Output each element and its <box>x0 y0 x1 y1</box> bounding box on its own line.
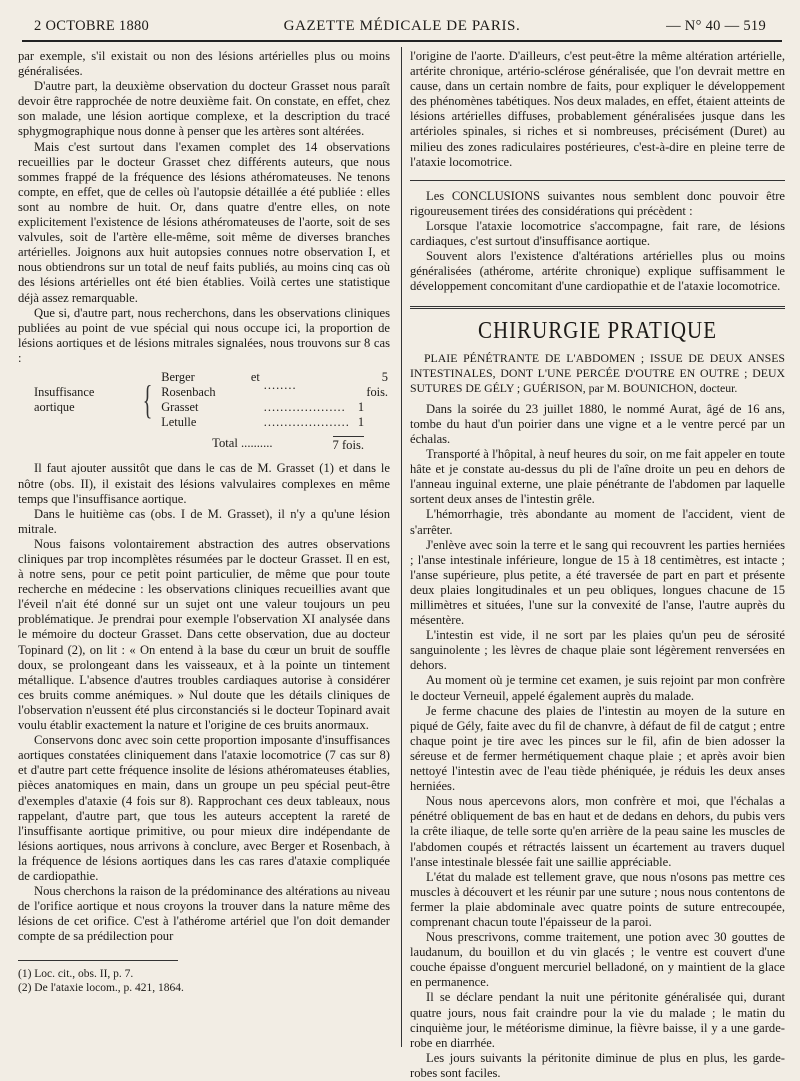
paragraph: Lorsque l'ataxie locomotrice s'accompagne, fait rare, de lésions cardiaques, c'est surtout d'insuffisance aortique. <box>410 218 785 249</box>
footnote: (1) Loc. cit., obs. II, p. 7. <box>18 968 134 981</box>
paragraph: J'enlève avec soin la terre et le sang qui recouvrent les parties herniées ; l'anse intestinale inférieure, longue de 15 à 18 centimètres, est intacte ; l'anse supérieure, plus petite, a été traversée de part en part et présente deux plaies longitudinales et un peu obliques, longues chacune de 15 millimètres et situées, l'une sur la convexité de l'anse, l'autre auprès du mésentère. <box>410 537 785 628</box>
section-rule <box>410 180 785 181</box>
paragraph: Conservons donc avec soin cette proportion imposante d'insuffisances aortiques constatées cliniquement dans l'ataxie locomotrice (7 cas sur 8) et d'autre part cette fréquence insolite de lésions athéromateuses établies, pièces anatomiques en main, dans un groupe un peu spécial peut-être d'exemples d'ataxie (4 fois sur 8). Rapprochant ces deux tableaux, nous rappelant, d'autre part, que tous les auteurs acceptent la rareté de l'insuffisante aortique primitive, ou pour mieux dire indépendante de lésions aortiques, nous arrivons à conclure, avec Berger et Rosenbach, à la fréquence de lésions aortiques dans les cas rares d'ataxie compliquée de cardiopathie. <box>18 733 390 883</box>
paragraph: Les jours suivants la péritonite diminue de plus en plus, les garde-robes sont faciles. <box>410 1050 785 1080</box>
paragraph: par exemple, s'il existait ou non des lésions artérielles plus ou moins généralisées. <box>18 49 390 79</box>
section-double-rule <box>410 306 785 309</box>
paragraph: Au moment où je termine cet examen, je suis rejoint par mon confrère le docteur Verneuil, appelé également auprès du malade. <box>410 673 785 703</box>
header-date: 2 OCTOBRE 1880 <box>34 18 150 34</box>
paragraph: Il se déclare pendant la nuit une péritonite généralisée qui, durant quatre jours, nous fait craindre pour la vie du malade ; le matin du cinquième jour, le météorisme diminue, la fièvre baisse, il y a une garde-robe en diarrhée. <box>410 990 785 1050</box>
right-column <box>410 49 785 1081</box>
paragraph: Dans la soirée du 23 juillet 1880, le nommé Aurat, âgé de 16 ans, tombe du haut d'un poirier dans une vigne et a le ventre percé par un échalas. <box>410 401 785 446</box>
paragraph: Nous nous apercevons alors, mon confrère et moi, que l'échalas a pénétré obliquement de bas en haut et de dedans en dehors, du pubis vers la crête iliaque, de telle sorte qu'en arrière de la peau saine les muscles de l'abdomen coupés et rétractés laissent un écartement au travers duquel l'anse intestinale blessée fait une saillie appréciable. <box>410 794 785 869</box>
table-cell-name: Grasset <box>161 400 199 415</box>
paragraph: Nous faisons volontairement abstraction des autres observations cliniques par trop incomplètes résumées par le docteur Grasset. Il en est, à notre sens, pour ce petit point particulier, de même que pour toute recherche en médecine : les observations cliniques recueillies avant que l'éveil n'ait été donné sur un sujet ont une valeur toujours un peu problématique. Je prendrai pour exemple l'observation XI analysée dans le mémoire du docteur Grasset. Dans cette observation, due au docteur Topinard (2), on lit : « On entend à la base du cœur un bruit de souffle doux, se prolongeant dans les vaisseaux, et à la pointe un tintement métallique. L'absence d'autres troubles cardiaques autorise à considérer ces bruits comme anémiques. » Nul doute que les détails cliniques de l'observation n'eussent été plus circonstanciés si le docteur Topinard avait voulu établir exactement la nature et l'origine de ces bruits anormaux. <box>18 536 390 733</box>
paragraph: L'intestin est vide, il ne sort par les plaies qu'un peu de sérosité sanguinolente ; les lèvres de chaque plaie sont légèrement renversées en dehors. <box>410 628 785 673</box>
paragraph: Dans le huitième cas (obs. I de M. Grasset), il n'y a qu'une lésion mitrale. <box>18 506 390 536</box>
table-row-label: Insuffisance aortique <box>34 385 95 415</box>
header-rule <box>22 40 782 42</box>
journal-title: GAZETTE MÉDICALE DE PARIS. <box>283 18 521 34</box>
left-column <box>18 49 390 995</box>
paragraph: D'autre part, la deuxième observation du docteur Grasset nous paraît devoir être rapprochée de notre deuxième fait. On constate, en effet, chez son malade, une lésion aortique complexe, et la description du tracé sphygmographique nous donne à penser que les artères sont altérées. <box>18 79 390 139</box>
section-title: CHIRURGIE PRATIQUE <box>477 316 718 345</box>
table-cell-name: Letulle <box>161 415 197 430</box>
table-total-label: Total .......... <box>212 436 273 451</box>
paragraph: Il faut ajouter aussitôt que dans le cas de M. Grasset (1) et dans le nôtre (obs. II), il existait des lésions valvulaires complexes en même temps que l'insuffisance aortique. <box>18 461 390 506</box>
table-cell-name: Berger et Rosenbach <box>161 369 260 400</box>
brace-icon: { <box>142 377 153 423</box>
footnote-rule <box>18 960 178 961</box>
paragraph: Transporté à l'hôpital, à neuf heures du soir, on me fait appeler en toute hâte et je constate au-dessus du pli de l'aîne droite un peu en dehors de l'anneau inguinal externe, une plaie pénétrante de l'abdomen par laquelle sortent deux anses de l'intestin grêle. <box>410 447 785 507</box>
conclusions-intro: Les CONCLUSIONS suivantes nous semblent donc pouvoir être rigoureusement tirées des considérations qui précèdent : <box>410 188 785 218</box>
table-total-row <box>18 436 390 453</box>
column-divider <box>401 47 402 1047</box>
paragraph: L'hémorrhagie, très abondante au moment de l'accident, vient de s'arrêter. <box>410 507 785 537</box>
paragraph: Nous cherchons la raison de la prédominance des altérations au niveau de l'orifice aortique et nous croyons la trouver dans la nature même des lésions de cet orifice. C'est à l'athérome artériel que l'on doit demander compte de sa prédilection pour <box>18 884 390 944</box>
page-header <box>26 10 778 38</box>
table-total-value: 7 fois. <box>332 438 364 453</box>
paragraph: Je ferme chacune des plaies de l'intestin au moyen de la suture en piqué de Gély, faite avec du fil de chanvre, à défaut de fil de catgut ; entre chaque point je tire avec les pinces sur le fil, afin de bien adosser la séreuse et de fermer hermétiquement chaque plaie ; et après avoir bien nettoyé l'intestin avec de l'eau tiède phéniquée, je réduis les deux anses herniées. <box>410 703 785 794</box>
paragraph: l'origine de l'aorte. D'ailleurs, c'est peut-être la même altération artérielle, artérite chronique, artério-sclérose généralisée, que l'on devrait mettre en cause, dans un certain nombre de faits, pour expliquer le développement des phénomènes tabétiques. Nos deux malades, en effet, étaient atteints de lésions artérielles diffuses, probablement généralisées jusque dans les artérioles spinales, si riches et si nombreuses, précisément (Duret) au milieu des zones radiculaires postérieures, c'est-à-dire en pleine terre de l'ataxie locomotrice. <box>410 49 785 169</box>
footnote: (2) De l'ataxie locom., p. 421, 1864. <box>18 982 184 995</box>
paragraph: Souvent alors l'existence d'altérations artérielles plus ou moins généralisées (athérome, artérite chronique) explique suffisamment le développement concomitant d'une cardiopathie et de l'ataxie locomotrice. <box>410 249 785 294</box>
paragraph: Mais c'est surtout dans l'examen complet des 14 observations recueillies par le docteur Grasset chez différents auteurs, que nous sommes frappé de la fréquence des lésions athéromateuses. Ne tenons compte, en effet, que de celles où l'autopsie détaillée a été publiée : elles sont au nombre de huit. Or, dans quatre d'entre elles, on note explicitement l'existence de lésions athéromateuses de l'aorte, soit de ses valvules, soit de l'artère elle-même, soit même de diverses branches artérielles. Joignons aux huit autopsies connues notre observation I, et nous obtiendrons sur un total de neuf faits publiés, au moins cinq cas où des lésions artérielles ont été bien établies. Voilà certes une statistique déjà assez remarquable. <box>18 139 390 305</box>
paragraph: Nous prescrivons, comme traitement, une potion avec 30 gouttes de laudanum, du bouillon et du vin glacés ; le ventre est couvert d'une couche épaisse d'onguent mercuriel belladoné, on y maintient de la glace en permanence. <box>410 930 785 990</box>
paragraph: Que si, d'autre part, nous recherchons, dans les observations cliniques publiées au point de vue spécial qui nous occupe ici, la proportion de lésions aortiques et de lésions mitrales signalées, nous trouvons sur 8 cas : <box>18 305 390 365</box>
table-cell-value: 1 <box>357 400 365 415</box>
table-cell-value: 1 <box>357 415 365 430</box>
table-cell-value: 5 fois. <box>366 369 388 400</box>
header-page-info: — N° 40 — 519 <box>666 18 766 34</box>
statistics-table: Insuffisance aortique { Berger et Rosenbach ........ 5 fois. Grasset .................... 1 Letulle ..................... 1 <box>34 369 388 430</box>
article-subhead: PLAIE PÉNÉTRANTE DE L'ABDOMEN ; ISSUE DE DEUX ANSES INTESTINALES, DONT L'UNE PERCÉE D'OUTRE EN OUTRE ; DEUX SUTURES DE GÉLY ; GUÉRISON, par M. BOUNICHON, docteur. <box>410 350 785 395</box>
paragraph: L'état du malade est tellement grave, que nous n'osons pas mettre ces muscles à découvert et les réunir par une suture ; nous nous contentons de fermer la plaie abdominale avec quatre points de suture entrecoupée, comprenant chacun toute l'épaisseur de la paroi. <box>410 869 785 929</box>
